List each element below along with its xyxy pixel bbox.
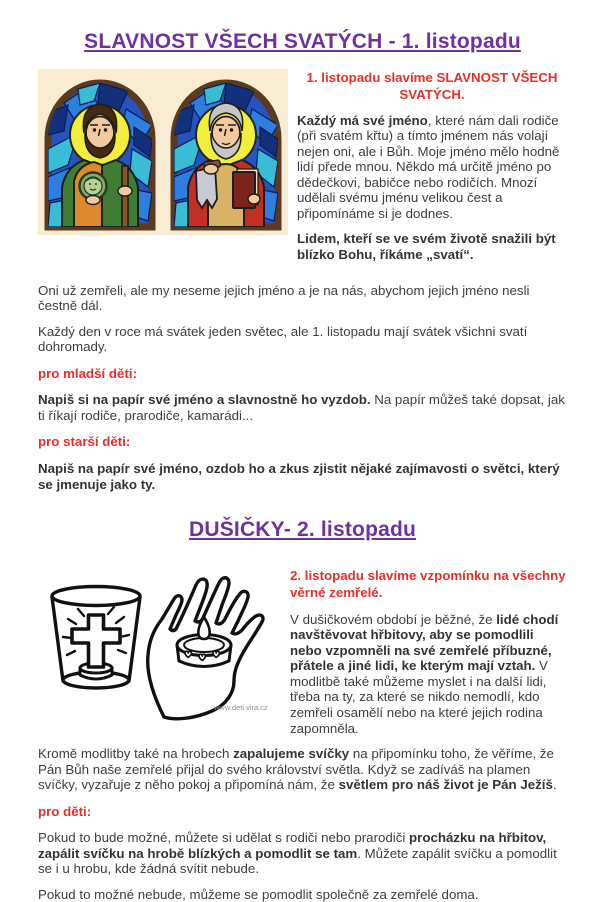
text-run: Na papír můžeš také dopsat, jak ti říkají rodiče, prarodiče, kamarádi... <box>38 392 565 423</box>
section1-title: SLAVNOST VŠECH SVATÝCH - 1. listopadu <box>84 30 521 53</box>
image-watermark: www.deti.vira.cz <box>214 702 268 712</box>
text-run: , které nám dali rodiče (při svatém křtu) a tímto jménem nás volají nejen oni, ale i Bůh. Moje jméno mělo hodně lidí přede mnou. Někdo má určitě jméno po dědečkovi, babičce nebo rodičích. Mnozí udělali svému jménu velikou čest a připomínáme si je dodnes. <box>297 112 560 221</box>
text-run: Pokud to bude možné, můžete si udělat s rodiči nebo prarodiči <box>38 830 410 846</box>
bold-run: procházku na hřbitov, zapálit svíčku na hrobě blízkých a pomodlit se tam <box>38 830 547 861</box>
section2-paragraph-home-prayer: Pokud to možné nebude, můžeme se pomodlit společně za zemřelé doma. <box>38 886 479 902</box>
section1-intro-column <box>288 69 567 273</box>
bold-run: světlem pro náš život je Pán Ježíš <box>338 777 553 793</box>
text-run: na připomínku toho, že věříme, že Pán Bůh naše zemřelé přijal do svého království světla. Když se zadíváš na plamen svíčky, vyzařuje z něho pokoj a připomíná nám, že <box>38 746 554 793</box>
text-run: . <box>552 777 557 793</box>
bold-run: Napiš na papír své jméno, ozdob ho a zkus zjistit nějaké zajímavosti o světci, který se jmenuje jako ty. <box>38 460 560 492</box>
section1-paragraph-legacy: Oni už zemřeli, ale my neseme jejich jméno a je na nás, abychom jejich jméno nesli čestně dál. <box>38 282 530 314</box>
section1-header-row <box>38 69 567 273</box>
label-younger-children: pro mladší děti: <box>38 365 137 381</box>
section2-intro-heading: 2. listopadu slavíme vzpomínku na všechny věrné zemřelé. <box>290 567 566 601</box>
text-run: V modlitbě také můžeme myslet i na další lidi, třeba na ty, za které se nikdo nemodlí, kdo zemřeli osamělí nebo na které jejich rodina zapomněla. <box>290 658 548 736</box>
bold-run: Lidem, kteří se ve svém životě snažili být blízko Bohu, říkáme „svatí“. <box>297 231 556 263</box>
document-page <box>0 30 600 902</box>
grave-candle-hand-image <box>38 569 282 741</box>
label-older-children: pro starší děti: <box>38 434 131 450</box>
bold-run: lidé chodí navštěvovat hřbitovy, aby se pomodlili nebo vzpomněli na své zemřelé příbuzné, přátele a jiné lidi, ke kterým mají vztah. <box>290 611 559 674</box>
bold-run: Napiš si na papír své jméno a slavnostně ho vyzdob. <box>38 392 371 408</box>
section1-task-older <box>38 461 567 492</box>
section1-paragraph-name <box>297 113 567 222</box>
text-run: V dušičkovém období je běžné, že <box>290 611 497 627</box>
section2-task-walk <box>38 830 567 877</box>
section2-title: DUŠIČKY- 2. listopadu <box>188 518 417 542</box>
bold-run: zapalujeme svíčky <box>233 746 350 762</box>
text-run: . Můžete zapálit svíčku a pomodlit se i u hrobu, kde žádná svítit nebude. <box>38 845 557 877</box>
text-run: Kromě modlitby také na hrobech <box>38 746 234 762</box>
label-children: pro děti: <box>38 803 92 819</box>
section1-task-younger <box>38 392 567 423</box>
section2-paragraph-candles <box>38 746 567 793</box>
section2-body <box>38 567 567 902</box>
section1-intro-heading: 1. listopadu slavíme SLAVNOST VŠECH SVATÝCH. <box>306 69 558 103</box>
two-saints-stained-glass-image <box>38 69 288 235</box>
section1-paragraph-saints <box>297 231 567 262</box>
section1-paragraph-feast: Každý den v roce má svátek jeden světec, ale 1. listopadu mají svátek všichni svatí dohromady. <box>38 323 528 355</box>
bold-run: Každý má své jméno <box>297 112 428 128</box>
candle-line-art <box>38 569 282 721</box>
stained-glass-illustration <box>38 69 288 235</box>
